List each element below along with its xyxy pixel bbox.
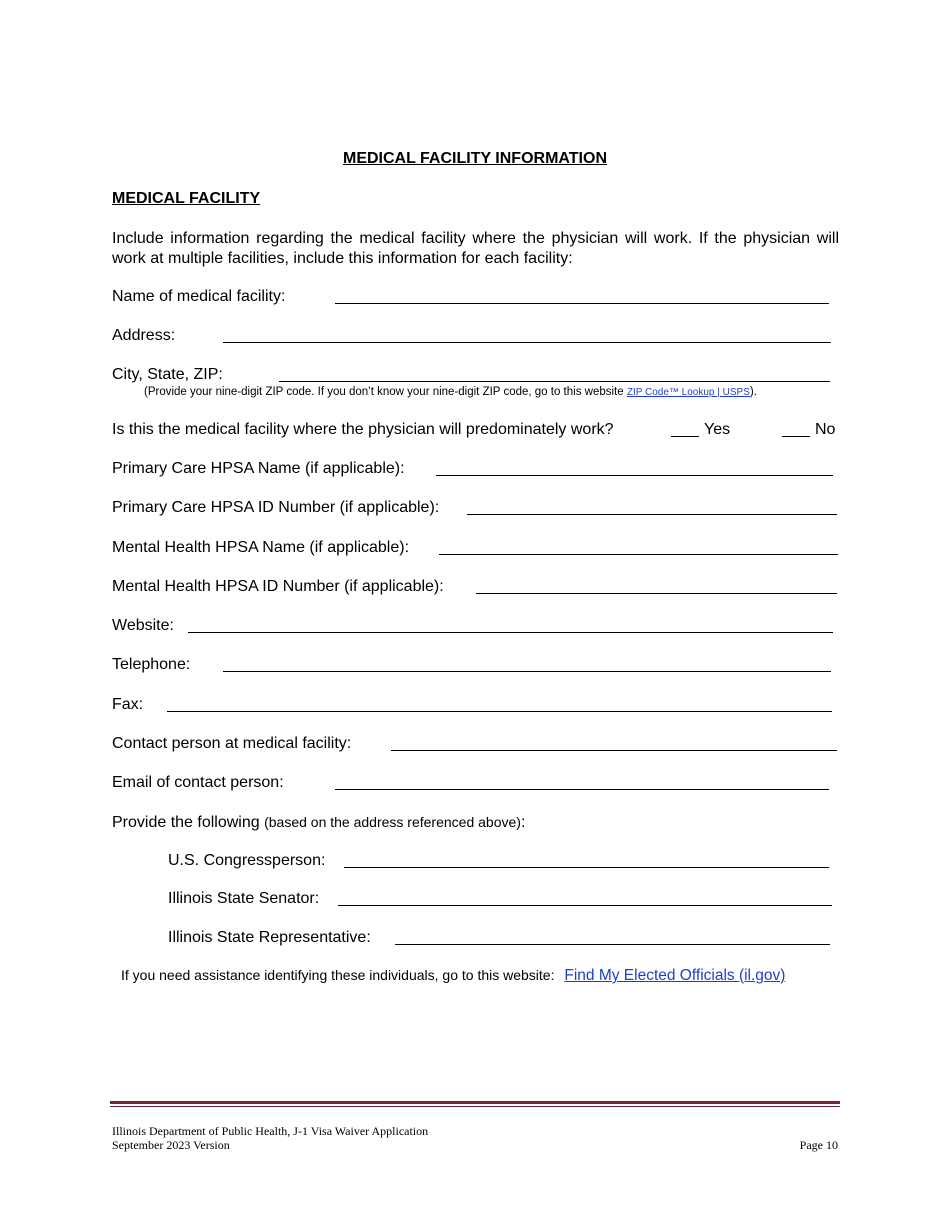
- mental-hpsa-name-label: Mental Health HPSA Name (if applicable):: [112, 539, 410, 556]
- mental-hpsa-name-row: [112, 538, 839, 558]
- assist-line: [121, 967, 785, 985]
- contact-email-row: [112, 773, 839, 793]
- contact-person-row: [112, 734, 839, 754]
- footer-rule-thin: [110, 1106, 840, 1107]
- primary-hpsa-name-row: [112, 459, 839, 479]
- fax-label: Fax:: [112, 696, 144, 713]
- footer-line1: Illinois Department of Public Health, J-1 Visa Waiver Application: [112, 1124, 429, 1138]
- assist-text: If you need assistance identifying these individuals, go to this website:: [121, 967, 555, 983]
- facility-name-row: [112, 287, 839, 307]
- provide-label: Provide the following: [112, 814, 260, 831]
- page-number: Page 10: [799, 1138, 838, 1152]
- no-label: No: [815, 421, 836, 438]
- state-representative-row: [168, 928, 838, 948]
- mental-hpsa-id-field[interactable]: [476, 593, 837, 594]
- primary-hpsa-name-field[interactable]: [436, 475, 833, 476]
- state-senator-label: Illinois State Senator:: [168, 890, 320, 907]
- city-state-zip-row: [112, 365, 839, 385]
- mental-hpsa-id-row: [112, 577, 839, 597]
- contact-person-field[interactable]: [391, 750, 837, 751]
- intro-paragraph: Include information regarding the medical facility where the physician will work. If the physician will work at multiple facilities, include this information for each facility:: [112, 230, 839, 267]
- fax-field[interactable]: [167, 711, 832, 712]
- contact-email-label: Email of contact person:: [112, 774, 284, 791]
- address-row: [112, 326, 839, 346]
- congressperson-label: U.S. Congressperson:: [168, 852, 326, 869]
- congressperson-field[interactable]: [344, 867, 829, 868]
- state-senator-field[interactable]: [338, 905, 832, 906]
- telephone-row: [112, 655, 839, 675]
- primary-hpsa-name-label: Primary Care HPSA Name (if applicable):: [112, 460, 405, 477]
- telephone-label: Telephone:: [112, 656, 191, 673]
- mental-hpsa-name-field[interactable]: [439, 554, 838, 555]
- mental-hpsa-id-label: Mental Health HPSA ID Number (if applicable):: [112, 578, 444, 595]
- address-label: Address:: [112, 327, 176, 344]
- primary-hpsa-id-row: [112, 498, 839, 518]
- zip-lookup-link[interactable]: ZIP Code™ Lookup | USPS: [626, 387, 750, 398]
- provide-note: (based on the address referenced above): [264, 814, 521, 830]
- elected-officials-link[interactable]: Find My Elected Officials (il.gov): [564, 967, 786, 984]
- primary-hpsa-id-label: Primary Care HPSA ID Number (if applicable):: [112, 499, 440, 516]
- provide-colon: :: [520, 814, 526, 831]
- telephone-field[interactable]: [223, 671, 831, 672]
- facility-name-label: Name of medical facility:: [112, 288, 286, 305]
- zip-note-end: ).: [749, 386, 757, 398]
- fax-row: [112, 695, 839, 715]
- contact-person-label: Contact person at medical facility:: [112, 735, 352, 752]
- city-state-zip-field[interactable]: [279, 381, 830, 382]
- state-representative-label: Illinois State Representative:: [168, 929, 371, 946]
- yes-label: Yes: [704, 421, 731, 438]
- page-title: MEDICAL FACILITY INFORMATION: [343, 150, 607, 167]
- state-senator-row: [168, 889, 838, 909]
- website-field[interactable]: [188, 632, 833, 633]
- zip-note: [144, 386, 757, 398]
- predominate-row: [112, 420, 842, 440]
- facility-name-field[interactable]: [335, 303, 829, 304]
- no-blank[interactable]: [782, 436, 810, 437]
- website-row: [112, 616, 839, 636]
- section-heading: MEDICAL FACILITY: [112, 190, 261, 207]
- footer-rule: [110, 1101, 840, 1104]
- provide-heading: [112, 814, 525, 832]
- website-label: Website:: [112, 617, 174, 634]
- address-field[interactable]: [223, 342, 831, 343]
- footer-line2: September 2023 Version: [112, 1138, 230, 1152]
- zip-note-text: (Provide your nine-digit ZIP code. If you don’t know your nine-digit ZIP code, go to this website: [144, 386, 627, 398]
- congressperson-row: [168, 851, 838, 871]
- primary-hpsa-id-field[interactable]: [467, 514, 837, 515]
- predominate-question: Is this the medical facility where the physician will predominately work?: [112, 421, 614, 438]
- yes-blank[interactable]: [671, 436, 699, 437]
- contact-email-field[interactable]: [335, 789, 829, 790]
- state-representative-field[interactable]: [395, 944, 830, 945]
- city-state-zip-label: City, State, ZIP:: [112, 366, 223, 383]
- footer-info: [112, 1124, 428, 1152]
